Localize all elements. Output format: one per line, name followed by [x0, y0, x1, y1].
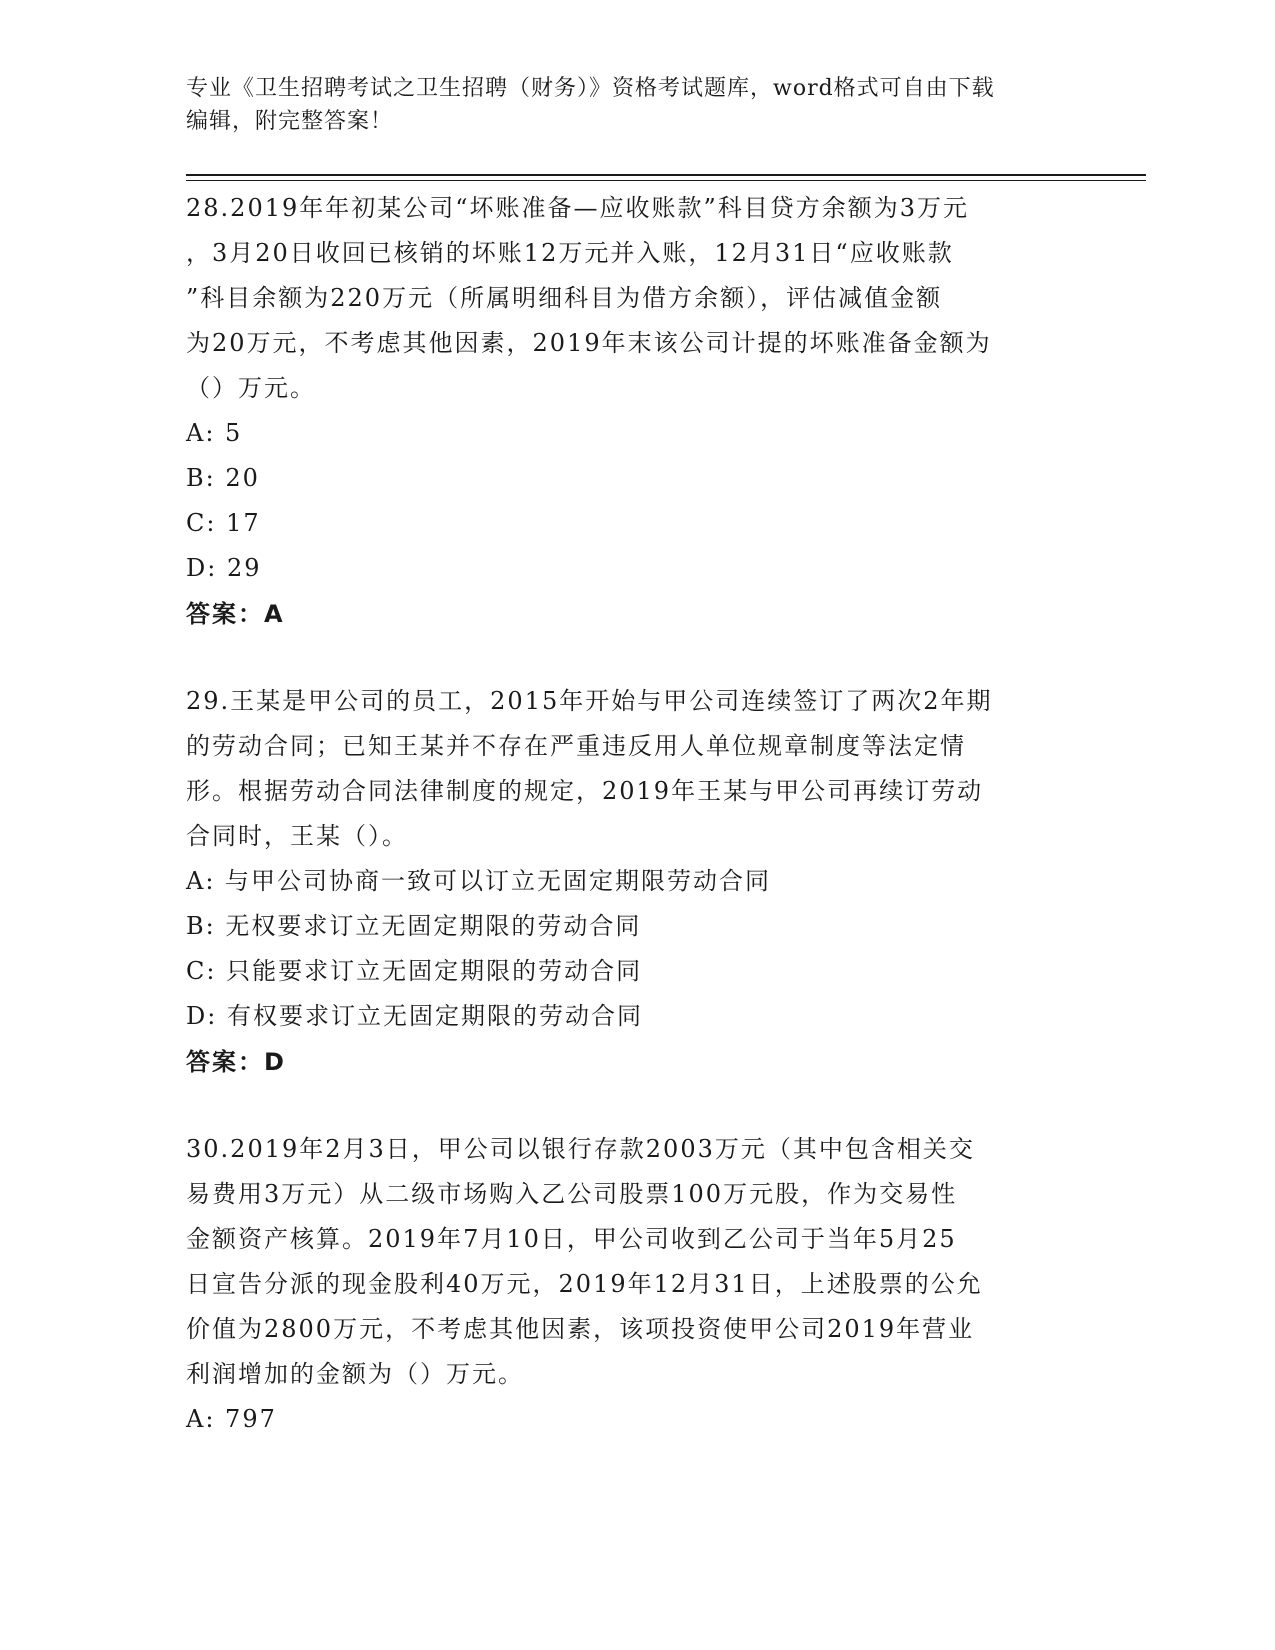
answer-label: 答案：A [186, 600, 285, 628]
page-header [186, 72, 1086, 138]
question-stem-line: 利润增加的金额为（）万元。 [186, 1360, 524, 1388]
header-rule-thick [186, 174, 1146, 176]
question-stem-line: 29.王某是甲公司的员工，2015年开始与甲公司连续签订了两次2年期 [186, 687, 993, 715]
question-stem-line: 30.2019年2月3日，甲公司以银行存款2003万元（其中包含相关交 [186, 1135, 975, 1163]
option-a: A: 5 [186, 419, 243, 447]
option-c: C: 17 [186, 509, 261, 537]
answer-label: 答案：D [186, 1048, 286, 1076]
question-stem-line: 易费用3万元）从二级市场购入乙公司股票100万元股，作为交易性 [186, 1180, 958, 1208]
option-b: B: 20 [186, 464, 260, 492]
question-stem-line: 日宣告分派的现金股利40万元，2019年12月31日，上述股票的公允 [186, 1270, 983, 1298]
question-stem-line: 形。根据劳动合同法律制度的规定，2019年王某与甲公司再续订劳动 [186, 777, 984, 805]
question-stem-line: ”科目余额为220万元（所属明细科目为借方余额），评估减值金额 [186, 284, 943, 312]
question-stem-line: ，3月20日收回已核销的坏账12万元并入账，12月31日“应收账款 [186, 239, 954, 267]
question-30 [186, 1127, 1076, 1442]
question-29 [186, 679, 1076, 1085]
option-c: C: 只能要求订立无固定期限的劳动合同 [186, 957, 643, 985]
option-a: A: 797 [186, 1405, 277, 1433]
header-line-2: 编辑，附完整答案！ [186, 109, 394, 134]
question-28 [186, 186, 1076, 637]
spacer [186, 637, 1076, 679]
spacer [186, 1085, 1076, 1127]
header-line-1: 专业《卫生招聘考试之卫生招聘（财务）》资格考试题库，word格式可自由下载 [186, 76, 995, 101]
header-rule-thin [186, 180, 1146, 181]
question-stem-line: 为20万元，不考虑其他因素，2019年末该公司计提的坏账准备金额为 [186, 329, 992, 357]
question-stem-line: 金额资产核算。2019年7月10日，甲公司收到乙公司于当年5月25 [186, 1225, 957, 1253]
option-a: A: 与甲公司协商一致可以订立无固定期限劳动合同 [186, 867, 772, 895]
question-stem-line: 的劳动合同；已知王某并不存在严重违反用人单位规章制度等法定情 [186, 732, 966, 760]
option-b: B: 无权要求订立无固定期限的劳动合同 [186, 912, 642, 940]
question-stem-line: 28.2019年年初某公司“坏账准备—应收账款”科目贷方余额为3万元 [186, 194, 970, 222]
question-stem-line: 合同时，王某（）。 [186, 822, 408, 850]
question-stem-line: 价值为2800万元，不考虑其他因素，该项投资使甲公司2019年营业 [186, 1315, 975, 1343]
question-list [186, 186, 1076, 1442]
option-d: D: 有权要求订立无固定期限的劳动合同 [186, 1002, 643, 1030]
question-stem-line: （）万元。 [186, 374, 316, 402]
option-d: D: 29 [186, 554, 262, 582]
